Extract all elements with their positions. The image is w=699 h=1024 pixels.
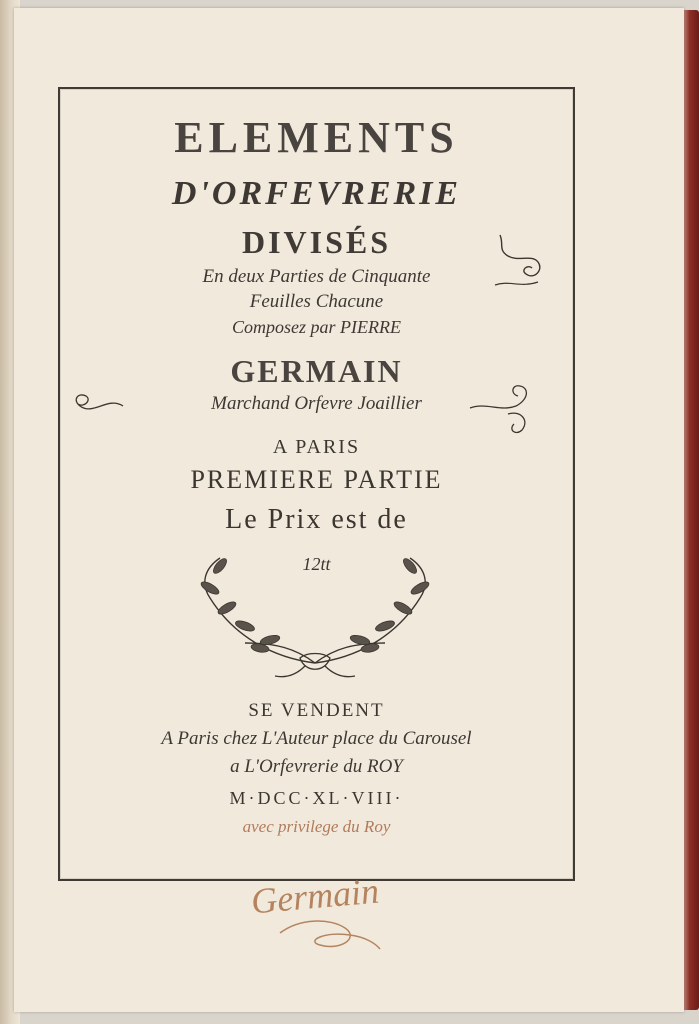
price-label: Le Prix est de	[225, 504, 408, 535]
title-line-orfevrerie: D'ORFEVRERIE	[171, 175, 462, 212]
author-name: GERMAIN	[230, 353, 403, 389]
sales-address-line: A Paris chez L'Auteur place du Carousel	[161, 728, 472, 749]
sales-shop-line: a L'Orfevrerie du ROY	[230, 756, 403, 777]
red-page-edge	[683, 10, 699, 1010]
price-value: 12tt	[302, 554, 331, 574]
laurel-wreath-ornament-icon	[165, 548, 465, 683]
title-line-elements: ELEMENTS	[174, 113, 459, 162]
signature-text: Germain	[249, 870, 381, 922]
handwritten-signature	[230, 870, 400, 955]
flourish-ornament-top-right-icon	[490, 230, 550, 292]
subtitle-line-composez: Composez par PIERRE	[232, 317, 401, 337]
author-title: Marchand Orfevre Joaillier	[211, 393, 422, 414]
subtitle-line-parties: En deux Parties de Cinquante	[202, 266, 431, 287]
flourish-ornament-left-icon	[68, 386, 128, 422]
signature-paraph-icon	[270, 913, 390, 953]
subtitle-line-feuilles: Feuilles Chacune	[249, 291, 384, 312]
flourish-ornament-right-icon	[468, 380, 538, 440]
publication-date: M·DCC·XL·VIII·	[229, 788, 404, 808]
place-line: A PARIS	[272, 436, 361, 458]
title-line-divises: DIVISÉS	[241, 224, 392, 260]
privilege-note: avec privilege du Roy	[242, 817, 391, 836]
part-line: PREMIERE PARTIE	[190, 465, 443, 494]
sales-heading: SE VENDENT	[248, 700, 385, 721]
